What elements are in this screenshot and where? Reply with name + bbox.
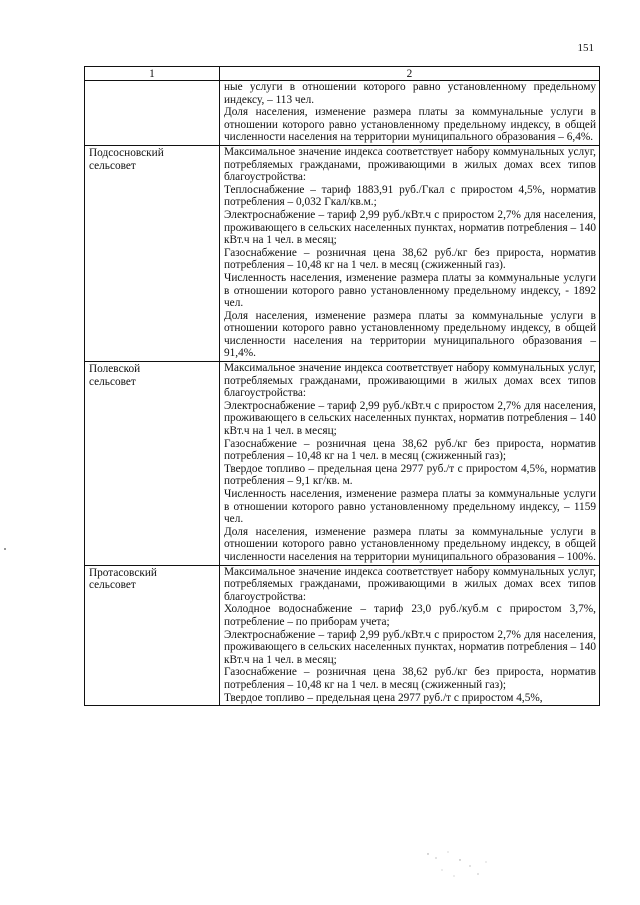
description-cell — [220, 81, 600, 146]
description-paragraph: Твердое топливо – предельная цена 2977 руб./т с приростом 4,5%, — [224, 691, 543, 704]
column-header-1: 1 — [85, 67, 220, 81]
description-paragraph: Численность населения, изменение размера платы за коммунальные услуги в отношении которого равно установленному предельному индексу, – 1159 чел. — [224, 488, 596, 526]
municipality-cell — [85, 362, 220, 566]
municipality-cell — [85, 145, 220, 361]
description-paragraph: Холодное водоснабжение – тариф 23,0 руб./куб.м с приростом 3,7%, потребление – по приборам учета; — [224, 603, 596, 628]
scan-smudge — [418, 846, 498, 886]
description-paragraph: Электроснабжение – тариф 2,99 руб./кВт.ч с приростом 2,7% для населения, проживающего в сельских населенных пунктах, норматив потребления – 140 кВт.ч на 1 чел. в месяц; — [224, 208, 596, 247]
municipality-name: Подсосновский сельсовет — [89, 146, 164, 172]
description-paragraph: Максимальное значение индекса соответствует набору коммунальных услуг, потребляемых гражданами, проживающими в жилых домах всех типов благоустройства: — [224, 565, 596, 603]
column-header-2: 2 — [220, 67, 600, 81]
table-header-row — [85, 67, 600, 81]
description-paragraph: Доля населения, изменение размера платы за коммунальные услуги в отношении которого равно установленному предельному индексу, в общей численности населения на территории муниципального образования – 6,4%. — [224, 106, 596, 144]
page-number: 151 — [577, 42, 594, 54]
description-paragraph: Максимальное значение индекса соответствует набору коммунальных услуг, потребляемых гражданами, проживающими в жилых домах всех типов благоустройства: — [224, 362, 596, 400]
description-paragraph: Доля населения, изменение размера платы за коммунальные услуги в отношении которого равно установленному предельному индексу, в общей численности населения на территории муниципального образования – 100%. — [224, 525, 596, 563]
description-paragraph: Твердое топливо – предельная цена 2977 руб./т с приростом 4,5%, норматив потребления – 9,1 кг/кв. м. — [224, 462, 596, 488]
description-cell — [220, 565, 600, 706]
description-paragraph: Максимальное значение индекса соответствует набору коммунальных услуг, потребляемых гражданами, проживающими в жилых домах всех типов благоустройства: — [224, 145, 596, 184]
description-paragraph: Газоснабжение – розничная цена 38,62 руб./кг без прироста, норматив потребления – 10,48 кг на 1 чел. в месяц (сжиженный газ); — [224, 437, 596, 463]
description-paragraph: Численность населения, изменение размера платы за коммунальные услуги в отношении которого равно установленному предельному индексу, - 1892 чел. — [224, 271, 596, 310]
description-paragraph: Газоснабжение – розничная цена 38,62 руб./кг без прироста, норматив потребления – 10,48 кг на 1 чел. в месяц (сжиженный газ); — [224, 666, 596, 691]
table-row — [85, 81, 600, 146]
table-row — [85, 362, 600, 566]
description-paragraph: Электроснабжение – тариф 2,99 руб./кВт.ч с приростом 2,7% для населения, проживающего в сельских населенных пунктах, норматив потребления – 140 кВт.ч на 1 чел. в месяц; — [224, 628, 596, 666]
description-paragraph: Газоснабжение – розничная цена 38,62 руб./кг без прироста, норматив потребления – 10,48 кг на 1 чел. в месяц (сжиженный газ). — [224, 246, 596, 272]
table-body — [85, 67, 600, 706]
table-row — [85, 145, 600, 361]
municipality-name: Протасовский сельсовет — [89, 566, 157, 592]
description-paragraph: Доля населения, изменение размера платы за коммунальные услуги в отношении которого равно установленному предельному индексу, в общей численности населения на территории муниципального образования – 91,4%. — [224, 309, 596, 360]
description-paragraph: Электроснабжение – тариф 2,99 руб./кВт.ч с приростом 2,7% для населения, проживающего в сельских населенных пунктах, норматив потребления – 140 кВт.ч на 1 чел. в месяц; — [224, 399, 596, 438]
municipality-name: Полевской сельсовет — [89, 363, 141, 388]
document-table — [84, 66, 600, 706]
table-row — [85, 565, 600, 706]
municipality-cell — [85, 81, 220, 146]
scan-speck — [4, 548, 6, 550]
description-cell — [220, 145, 600, 361]
description-cell — [220, 362, 600, 566]
description-paragraph: Теплоснабжение – тариф 1883,91 руб./Гкал с приростом 4,5%, норматив потребления – 0,032 Гкал/кв.м.; — [224, 183, 596, 209]
description-paragraph: ные услуги в отношении которого равно установленному предельному индексу, – 113 чел. — [224, 81, 596, 106]
municipality-cell — [85, 565, 220, 706]
